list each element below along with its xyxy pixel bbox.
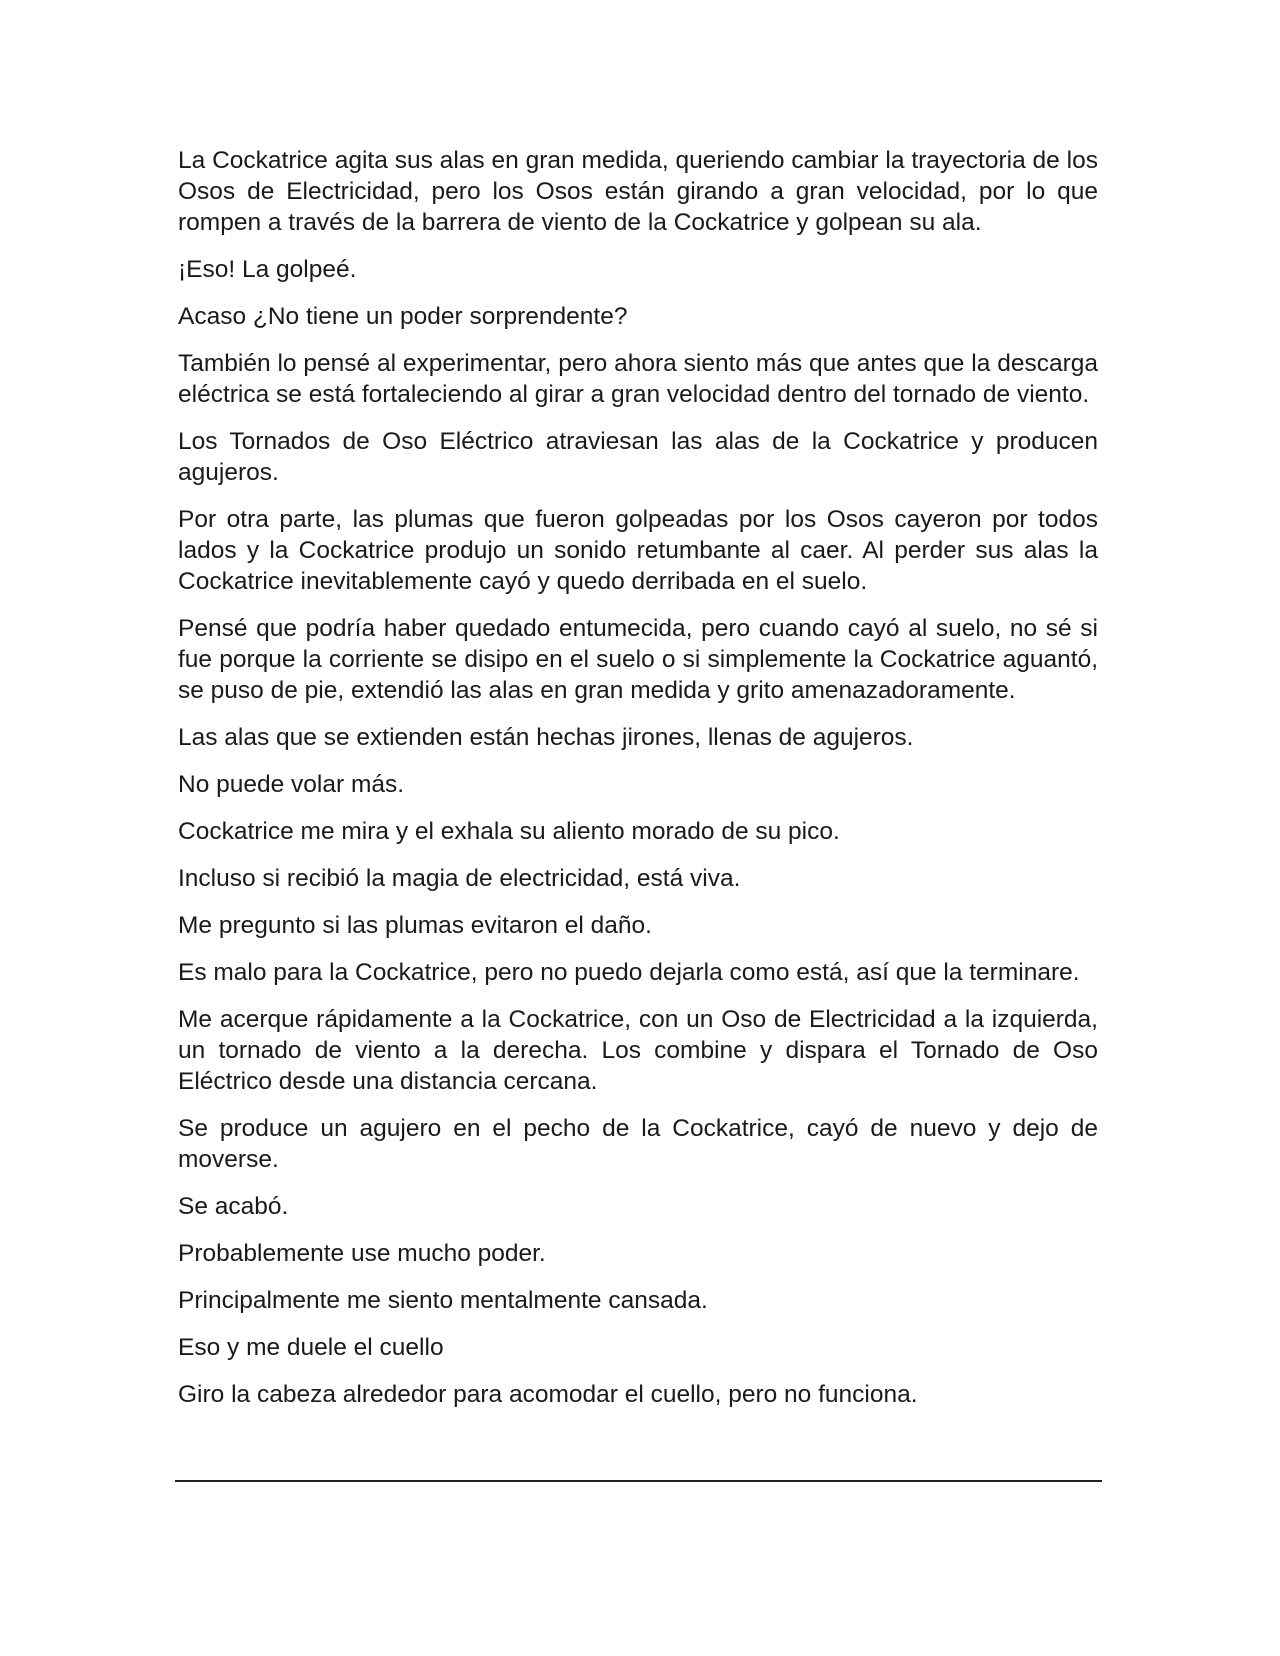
paragraph: Eso y me duele el cuello	[178, 1334, 444, 1361]
paragraph: Principalmente me siento mentalmente cansada.	[178, 1287, 708, 1314]
document-body	[178, 145, 1098, 1410]
paragraph: Las alas que se extienden están hechas jirones, llenas de agujeros.	[178, 724, 914, 751]
paragraph: Me acerque rápidamente a la Cockatrice, con un Oso de Electricidad a la izquierda, un tornado de viento a la derecha. Los combine y dispara el Tornado de Oso Eléctrico desde una distancia cercana.	[178, 1006, 1098, 1095]
bottom-rule-divider	[175, 1480, 1102, 1482]
paragraph: Por otra parte, las plumas que fueron golpeadas por los Osos cayeron por todos lados y la Cockatrice produjo un sonido retumbante al caer. Al perder sus alas la Cockatrice inevitablemente cayó y quedo derribada en el suelo.	[178, 506, 1098, 595]
paragraph: Los Tornados de Oso Eléctrico atraviesan las alas de la Cockatrice y producen agujeros.	[178, 428, 1098, 486]
paragraph: ¡Eso! La golpeé.	[178, 256, 357, 283]
paragraph: Se acabó.	[178, 1193, 289, 1220]
paragraph: Es malo para la Cockatrice, pero no puedo dejarla como está, así que la terminare.	[178, 959, 1080, 986]
paragraph: No puede volar más.	[178, 771, 405, 798]
paragraph: Acaso ¿No tiene un poder sorprendente?	[178, 303, 628, 330]
paragraph: Incluso si recibió la magia de electricidad, está viva.	[178, 865, 741, 892]
paragraph: Me pregunto si las plumas evitaron el daño.	[178, 912, 652, 939]
paragraph: Pensé que podría haber quedado entumecida, pero cuando cayó al suelo, no sé si fue porque la corriente se disipo en el suelo o si simplemente la Cockatrice aguantó, se puso de pie, extendió las alas en gran medida y grito amenazadoramente.	[178, 615, 1098, 704]
paragraph: Se produce un agujero en el pecho de la Cockatrice, cayó de nuevo y dejo de moverse.	[178, 1115, 1098, 1173]
paragraph: Probablemente use mucho poder.	[178, 1240, 546, 1267]
paragraph: Giro la cabeza alrededor para acomodar el cuello, pero no funciona.	[178, 1381, 918, 1408]
paragraph: También lo pensé al experimentar, pero ahora siento más que antes que la descarga eléctrica se está fortaleciendo al girar a gran velocidad dentro del tornado de viento.	[178, 350, 1098, 408]
paragraph: La Cockatrice agita sus alas en gran medida, queriendo cambiar la trayectoria de los Osos de Electricidad, pero los Osos están girando a gran velocidad, por lo que rompen a través de la barrera de viento de la Cockatrice y golpean su ala.	[178, 147, 1098, 236]
paragraph: Cockatrice me mira y el exhala su aliento morado de su pico.	[178, 818, 840, 845]
